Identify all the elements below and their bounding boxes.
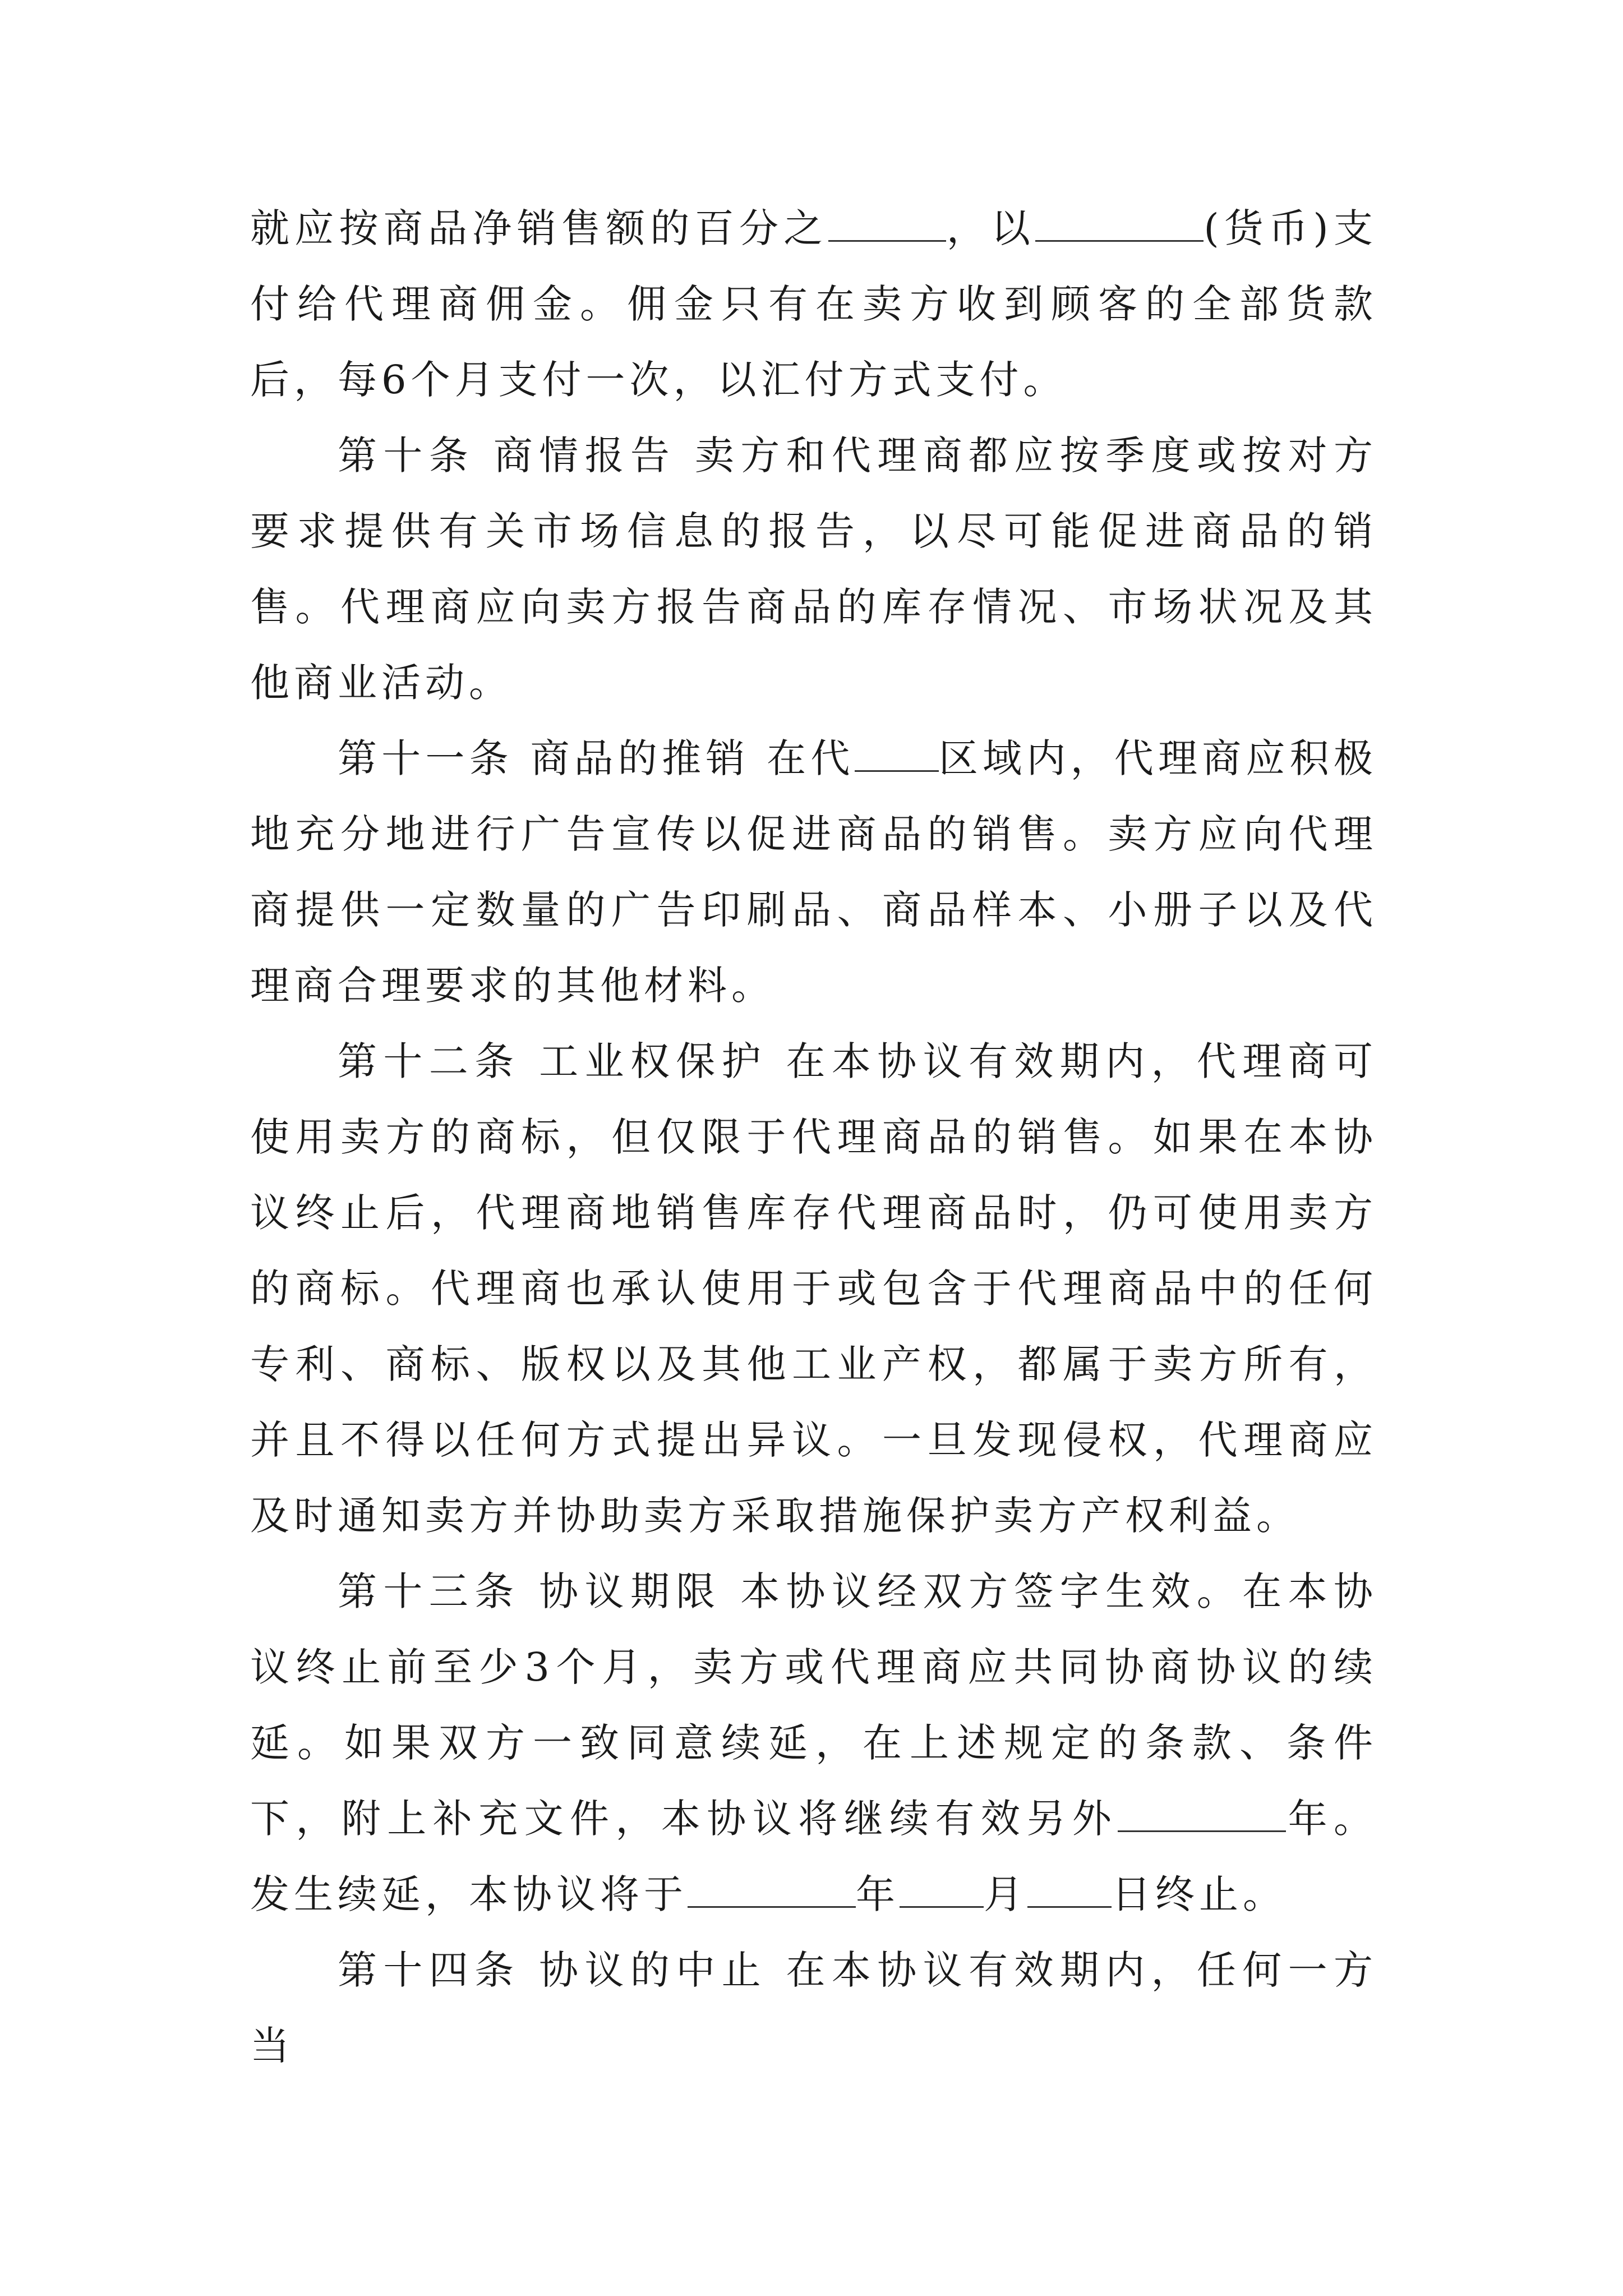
fill-in-blank-line [900,1874,984,1908]
paragraph-text: 第十三条 协议期限 本协议经双方签字生效。在本协议终止前至少3个月，卖方或代理商应共同协商协议的续延。如果双方一致同意续延，在上述规定的条款、条件下，附上补充文件，本协议将继续有效另外 [250,1568,1377,1842]
paragraph-text: (货币)支付给代理商佣金。佣金只有在卖方收到顾客的全部货款后，每6个月支付一次，以汇付方式支付。 [250,205,1378,403]
paragraph-text: 第十一条 商品的推销 在代 [338,735,855,781]
paragraph-article-13 [250,1554,1377,1932]
paragraph-text: ，以 [946,205,1036,251]
fill-in-blank-line [688,1874,856,1908]
paragraph-article-10 [250,418,1377,721]
paragraph-article-12 [250,1024,1377,1554]
paragraph-text: 日终止。 [1112,1871,1287,1917]
paragraph-article-11 [250,721,1377,1024]
document-body [250,191,1377,2084]
paragraph-article-14 [250,1932,1377,2084]
paragraph-text: 第十四条 协议的中止 在本协议有效期内，任何一方当 [250,1947,1377,2069]
fill-in-blank-line [1027,1874,1112,1908]
fill-in-blank-line [855,738,939,772]
paragraph-text: 区域内，代理商应积极地充分地进行广告宣传以促进商品的销售。卖方应向代理商提供一定数量的广告印刷品、商品样本、小册子以及代理商合理要求的其他材料。 [250,735,1377,1009]
paragraph-text: 第十二条 工业权保护 在本协议有效期内，代理商可使用卖方的商标，但仅限于代理商品的销售。如果在本协议终止后，代理商地销售库存代理商品时，仍可使用卖方的商标。代理商也承认使用于或包含于代理商品中的任何专利、商标、版权以及其他工业产权，都属于卖方所有，并且不得以任何方式提出异议。一旦发现侵权，代理商应及时通知卖方并协助卖方采取措施保护卖方产权利益。 [250,1038,1377,1539]
paragraph-commission [250,191,1377,418]
fill-in-blank-line [1035,208,1204,242]
paragraph-text: 年 [856,1871,900,1917]
paragraph-text: 第十条 商情报告 卖方和代理商都应按季度或按对方要求提供有关市场信息的报告，以尽可能促进商品的销售。代理商应向卖方报告商品的库存情况、市场状况及其他商业活动。 [250,432,1377,706]
paragraph-text: 就应按商品净销售额的百分之 [250,205,828,251]
paragraph-text: 年。发生续延，本协议将于 [250,1796,1378,1917]
paragraph-text: 月 [984,1871,1027,1917]
fill-in-blank-line [828,208,946,242]
fill-in-blank-line [1118,1798,1286,1832]
